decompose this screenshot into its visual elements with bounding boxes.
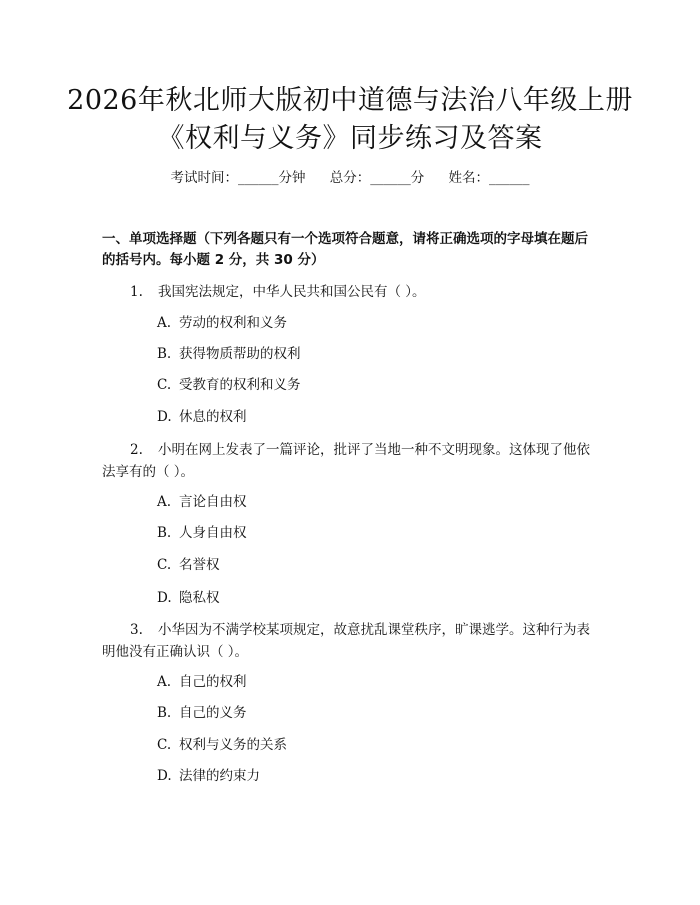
- option-letter: B.: [157, 346, 172, 362]
- question-3-stem: [102, 619, 600, 663]
- question-2-stem: [102, 439, 600, 483]
- option-letter: C.: [157, 737, 172, 753]
- question-1-option-b: [157, 345, 301, 363]
- option-text: 隐私权: [179, 590, 220, 606]
- option-text: 获得物质帮助的权利: [179, 346, 301, 362]
- option-text: 人身自由权: [179, 525, 247, 541]
- option-text: 休息的权利: [179, 409, 247, 425]
- option-text: 权利与义务的关系: [179, 737, 287, 753]
- question-1-stem: [102, 281, 600, 303]
- question-2-option-d: [157, 589, 220, 607]
- question-1-option-d: [157, 408, 247, 426]
- exam-info-line: [0, 169, 700, 187]
- option-text: 自己的权利: [179, 674, 247, 690]
- total-score-field: [330, 169, 425, 187]
- question-2-number: 2.: [130, 442, 143, 458]
- option-letter: D.: [157, 409, 172, 425]
- student-name-field: [449, 169, 530, 187]
- exam-time-field: [170, 169, 305, 187]
- option-letter: A.: [157, 315, 172, 331]
- question-3-number: 3.: [130, 622, 143, 638]
- option-letter: D.: [157, 768, 172, 784]
- exam-time-label: 考试时间：: [170, 170, 238, 186]
- option-text: 受教育的权利和义务: [179, 377, 301, 393]
- option-letter: B.: [157, 705, 172, 721]
- total-score-unit: 分: [410, 170, 425, 186]
- exam-time-unit: 分钟: [278, 170, 306, 186]
- option-letter: C.: [157, 557, 172, 573]
- option-text: 自己的义务: [179, 705, 247, 721]
- student-name-blank: ______: [489, 170, 530, 186]
- question-3-option-b: [157, 704, 247, 722]
- option-text: 名誉权: [179, 557, 220, 573]
- student-name-label: 姓名：: [448, 170, 490, 186]
- question-1-text: 我国宪法规定，中华人民共和国公民有（ ）。: [158, 284, 426, 300]
- question-2-option-b: [157, 524, 247, 542]
- option-text: 劳动的权利和义务: [179, 315, 287, 331]
- total-score-label: 总分：: [329, 170, 371, 186]
- option-letter: B.: [157, 525, 172, 541]
- option-letter: A.: [157, 674, 172, 690]
- question-1-number: 1.: [130, 284, 143, 300]
- option-text: 法律的约束力: [179, 768, 260, 784]
- section-heading: 一、单项选择题（下列各题只有一个选项符合题意，请将正确选项的字母填在题后的括号内。每小题 2 分，共 30 分）: [102, 231, 588, 268]
- question-1-option-a: [157, 314, 287, 332]
- question-3-option-c: [157, 736, 287, 754]
- question-2-text: 小明在网上发表了一篇评论，批评了当地一种不文明现象。这体现了他依法享有的（ ）。: [102, 442, 590, 480]
- question-2-option-c: [157, 556, 220, 574]
- option-letter: D.: [157, 590, 172, 606]
- question-2-option-a: [157, 493, 247, 511]
- question-3-option-a: [157, 673, 247, 691]
- total-score-blank: ______: [370, 170, 411, 186]
- question-1-option-c: [157, 376, 301, 394]
- option-letter: A.: [157, 494, 172, 510]
- document-title: 2026年秋北师大版初中道德与法治八年级上册《权利与义务》同步练习及答案: [67, 85, 633, 154]
- option-text: 言论自由权: [179, 494, 247, 510]
- option-letter: C.: [157, 377, 172, 393]
- question-3-option-d: [157, 767, 260, 785]
- exam-time-blank: ______: [237, 170, 279, 186]
- question-3-text: 小华因为不满学校某项规定，故意扰乱课堂秩序，旷课逃学。这种行为表明他没有正确认识（ ）。: [102, 622, 590, 660]
